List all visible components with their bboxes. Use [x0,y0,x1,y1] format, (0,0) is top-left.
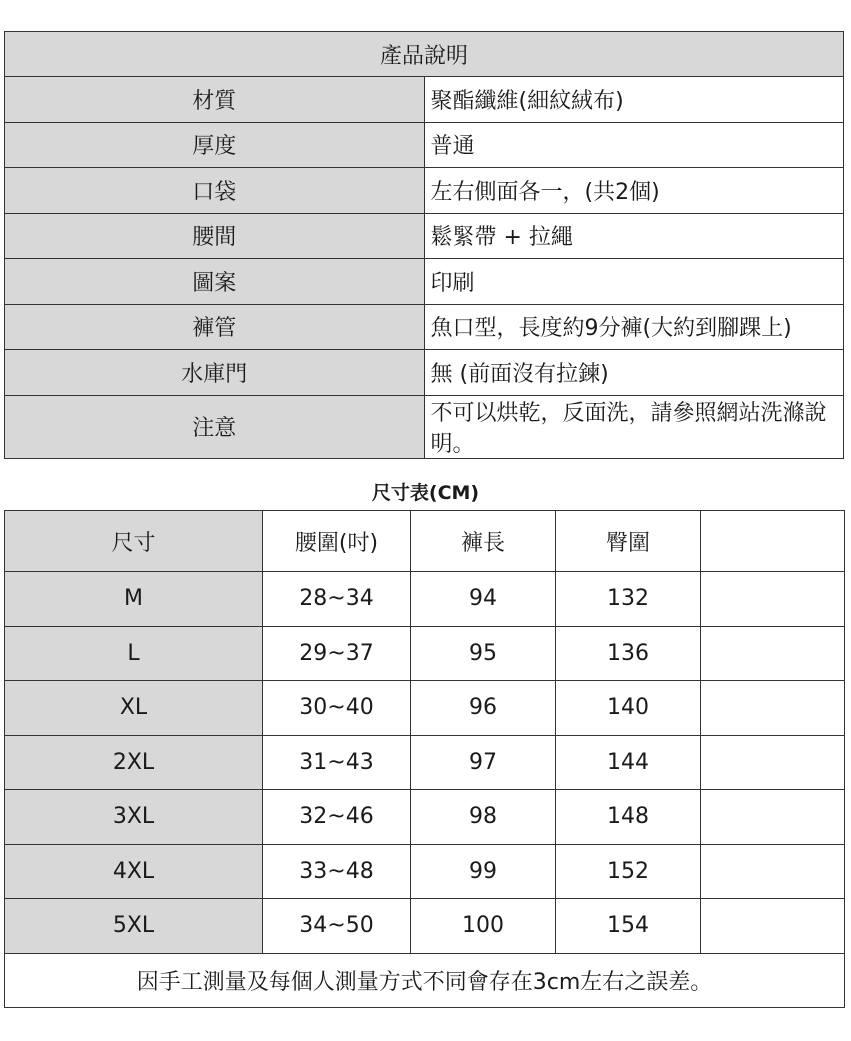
length-cell: 97 [411,735,556,790]
empty-cell [701,572,845,627]
table-row [5,681,845,736]
table-row [5,735,845,790]
empty-cell [701,681,845,736]
empty-cell [701,626,845,681]
empty-cell [701,844,845,899]
product-description-table [4,31,844,459]
waist-cell: 32~46 [263,790,411,845]
hip-cell: 132 [556,572,701,627]
description-row [5,213,844,259]
size-chart-title: 尺寸表(CM) [371,482,480,504]
hip-cell: 136 [556,626,701,681]
size-cell: 2XL [5,735,263,790]
length-cell: 98 [411,790,556,845]
size-cell: 5XL [5,899,263,954]
description-label: 圖案 [5,259,425,305]
waist-cell: 34~50 [263,899,411,954]
description-value: 不可以烘乾，反面洗，請參照網站洗滌說明。 [424,395,844,458]
waist-cell: 30~40 [263,681,411,736]
hip-cell: 152 [556,844,701,899]
size-cell: XL [5,681,263,736]
description-value: 無 (前面沒有拉鍊) [424,350,844,396]
description-value: 魚口型，長度約9分褲(大約到腳踝上) [424,304,844,350]
empty-cell [701,899,845,954]
description-label: 褲管 [5,304,425,350]
hip-header: 臀圍 [556,511,701,572]
note-row [5,953,845,1007]
waist-cell: 29~37 [263,626,411,681]
length-header: 褲長 [411,511,556,572]
size-cell: 3XL [5,790,263,845]
table-row [5,572,845,627]
waist-cell: 33~48 [263,844,411,899]
empty-cell [701,735,845,790]
table-row [5,626,845,681]
description-title: 產品說明 [5,32,844,77]
length-cell: 95 [411,626,556,681]
description-value: 左右側面各一，(共2個) [424,168,844,214]
description-row [5,350,844,396]
size-cell: L [5,626,263,681]
empty-header [701,511,845,572]
empty-cell [701,790,845,845]
measurement-note: 因手工測量及每個人測量方式不同會存在3cm左右之誤差。 [5,953,845,1007]
table-row [5,790,845,845]
size-cell: M [5,572,263,627]
size-header-row [5,511,845,572]
description-row [5,122,844,168]
length-cell: 99 [411,844,556,899]
description-label: 腰間 [5,213,425,259]
length-cell: 94 [411,572,556,627]
size-chart-table [4,510,845,1008]
description-label: 口袋 [5,168,425,214]
length-cell: 96 [411,681,556,736]
waist-cell: 31~43 [263,735,411,790]
description-label: 水庫門 [5,350,425,396]
description-row [5,168,844,214]
hip-cell: 154 [556,899,701,954]
description-row [5,304,844,350]
waist-header: 腰圍(吋) [263,511,411,572]
description-label: 注意 [5,395,425,458]
description-row [5,259,844,305]
size-cell: 4XL [5,844,263,899]
hip-cell: 148 [556,790,701,845]
hip-cell: 140 [556,681,701,736]
description-value: 印刷 [424,259,844,305]
description-row [5,395,844,458]
description-value: 聚酯纖維(細紋絨布) [424,77,844,123]
description-label: 材質 [5,77,425,123]
description-value: 普通 [424,122,844,168]
waist-cell: 28~34 [263,572,411,627]
table-row [5,844,845,899]
description-row [5,77,844,123]
description-value: 鬆緊帶 + 拉繩 [424,213,844,259]
description-label: 厚度 [5,122,425,168]
hip-cell: 144 [556,735,701,790]
length-cell: 100 [411,899,556,954]
table-row [5,899,845,954]
size-header: 尺寸 [5,511,263,572]
